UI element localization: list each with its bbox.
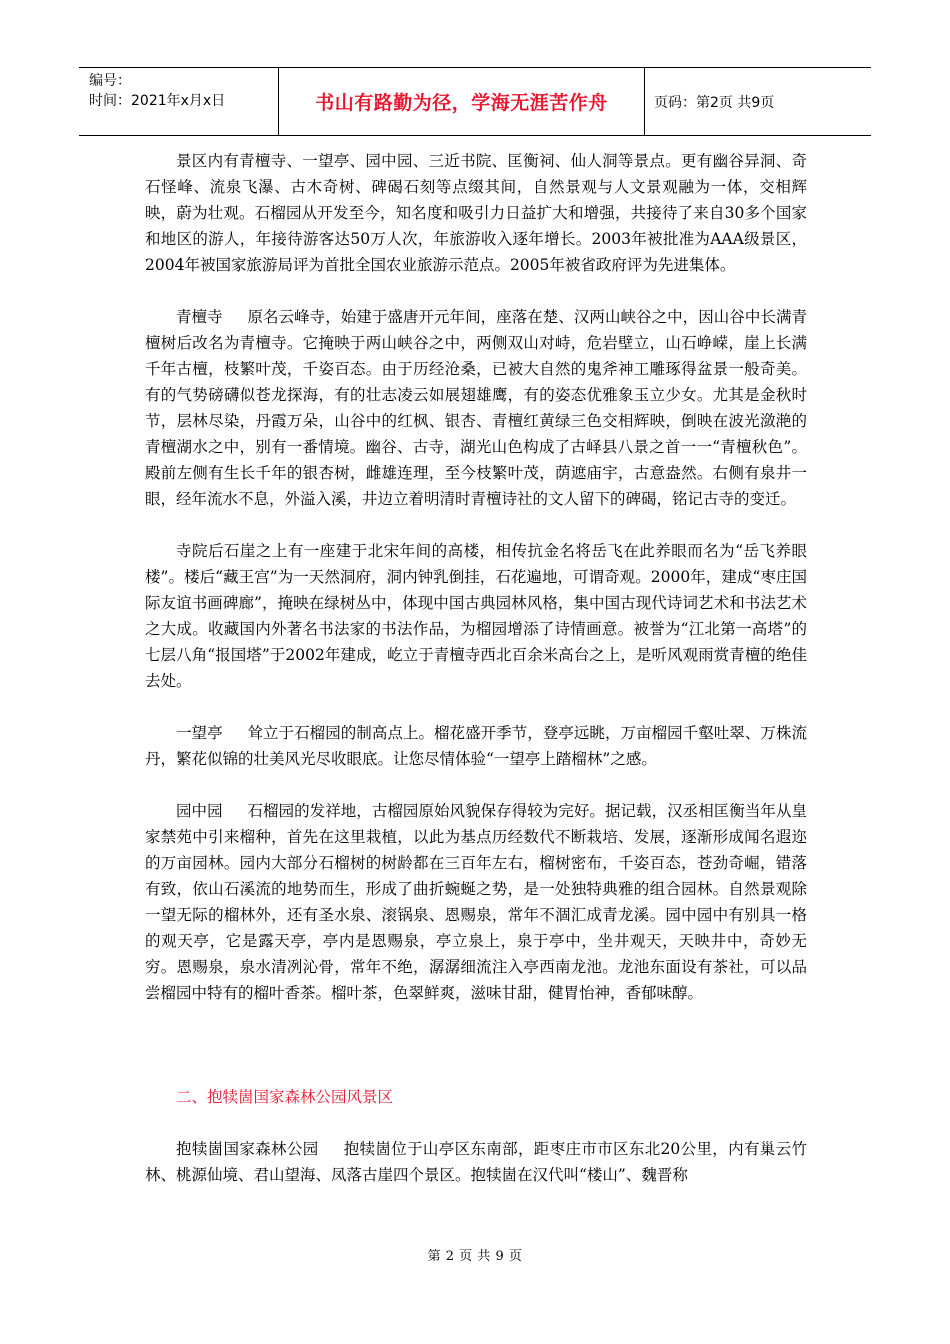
header-page-info: 页码：第2页 共9页 <box>654 94 775 111</box>
paragraph-text: 耸立于石榴园的制高点上。榴花盛开季节，登亭远眺，万亩榴园千壑吐翠、万株流丹，繁花似锦的壮美风光尽收眼底。让您尽情体验“一望亭上踏榴林”之感。 <box>145 724 807 768</box>
header-meta <box>79 68 279 135</box>
page-footer: 第 2 页 共 9 页 <box>427 1249 523 1264</box>
doc-number-label: 编号： <box>89 73 131 89</box>
paragraph-lead: 园中园 <box>176 802 223 820</box>
date-label: 时间：2021年x月x日 <box>89 93 226 109</box>
paragraph-text: 景区内有青檀寺、一望亭、园中园、三近书院、匡衡祠、仙人洞等景点。更有幽谷异洞、奇石怪峰、流泉飞瀑、古木奇树、碑碣石刻等点缀其间，自然景观与人文景观融为一体，交相辉映，蔚为壮观。石榴园从开发至今，知名度和吸引力日益扩大和增强，共接待了来自30多个国家和地区的游人，年接待游客达50万人次，年旅游收入逐年增长。2003年被批准为AAA级景区，2004年被国家旅游局评为首批全国农业旅游示范点。2005年被省政府评为先进集体。 <box>145 152 807 274</box>
paragraph-text: 抱犊崮位于山亭区东南部，距枣庄市市区东北20公里，内有巢云竹林、桃源仙境、君山望海、凤落古崖四个景区。抱犊崮在汉代叫“楼山”、魏晋称 <box>145 1140 807 1184</box>
paragraph-temple-tower <box>145 538 807 694</box>
paragraph-text: 原名云峰寺，始建于盛唐开元年间，座落在楚、汉两山峡谷之中，因山谷中长满青檀树后改名为青檀寺。它掩映于两山峡谷之中，两侧双山对峙，危岩壁立，山石峥嵘，崖上长满千年古檀，枝繁叶茂，千姿百态。由于历经沧桑，已被大自然的鬼斧神工雕琢得盆景一般奇美。有的气势磅礴似苍龙探海，有的壮志凌云如展翅雄鹰，有的姿态优雅象玉立少女。尤其是金秋时节，层林尽染，丹霞万朵，山谷中的红枫、银杏、青檀红黄绿三色交相辉映，倒映在波光潋滟的青檀湖水之中，别有一番情境。幽谷、古寺，湖光山色构成了古峄县八景之首一一“青檀秋色”。殿前左侧有生长千年的银杏树，雌雄连理，至今枝繁叶茂，荫遮庙宇，古意盎然。右侧有泉井一眼，经年流水不息，外溢入溪，井边立着明清时青檀诗社的文人留下的碑碣，铭记古寺的变迁。 <box>145 308 807 508</box>
paragraph-text: 寺院后石崖之上有一座建于北宋年间的高楼，相传抗金名将岳飞在此养眼而名为“岳飞养眼楼”。楼后“藏王宫”为一天然洞府，洞内钟乳倒挂，石花遍地，可谓奇观。2000年，建成“枣庄国际友谊书画碑廊”，掩映在绿树丛中，体现中国古典园林风格，集中国古现代诗词艺术和书法艺术之大成。收藏国内外著名书法家的书法作品，为榴园增添了诗情画意。被誉为“江北第一高塔”的七层八角“报国塔”于2002年建成，屹立于青檀寺西北百余米高台之上，是听风观雨赏青檀的绝佳去处。 <box>145 542 807 690</box>
section-heading: 二、抱犊崮国家森林公园风景区 <box>176 1088 394 1106</box>
paragraph-lead: 青檀寺 <box>176 308 223 326</box>
paragraph-intro <box>145 148 807 278</box>
paragraph-lead: 一望亭 <box>176 724 223 742</box>
paragraph-yiwang-pavilion <box>145 720 807 772</box>
paragraph-text: 石榴园的发祥地，古榴园原始风貌保存得较为完好。据记载，汉丞相匡衡当年从皇家禁苑中引来榴种，首先在这里栽植，以此为基点历经数代不断栽培、发展，逐渐形成闻名遐迩的万亩园林。园内大部分石榴树的树龄都在三百年左右，榴树密布，千姿百态，苍劲奇崛，错落有致，依山石溪流的地势而生，形成了曲折蜿蜒之势，是一处独特典雅的组合园林。自然景观除一望无际的榴林外，还有圣水泉、滚锅泉、恩赐泉，常年不涸汇成青龙溪。园中园中有别具一格的观天亭，它是露天亭，亭内是恩赐泉，亭立泉上，泉于亭中，坐井观天，天映井中，奇妙无穷。恩赐泉，泉水清冽沁骨，常年不绝，潺潺细流注入亭西南龙池。龙池东面设有茶社，可以品尝榴园中特有的榴叶香茶。榴叶茶，色翠鲜爽，滋味甘甜，健胃怡神，香郁味醇。 <box>145 802 807 1002</box>
document-body <box>145 148 807 1188</box>
paragraph-qingtan-temple <box>145 304 807 512</box>
paragraph-lead: 抱犊崮国家森林公园 <box>176 1140 319 1158</box>
paragraph-garden-in-garden <box>145 798 807 1006</box>
paragraph-baodugu <box>145 1136 807 1188</box>
header-motto: 书山有路勤为径，学海无涯苦作舟 <box>279 68 645 135</box>
page-header <box>79 67 871 136</box>
